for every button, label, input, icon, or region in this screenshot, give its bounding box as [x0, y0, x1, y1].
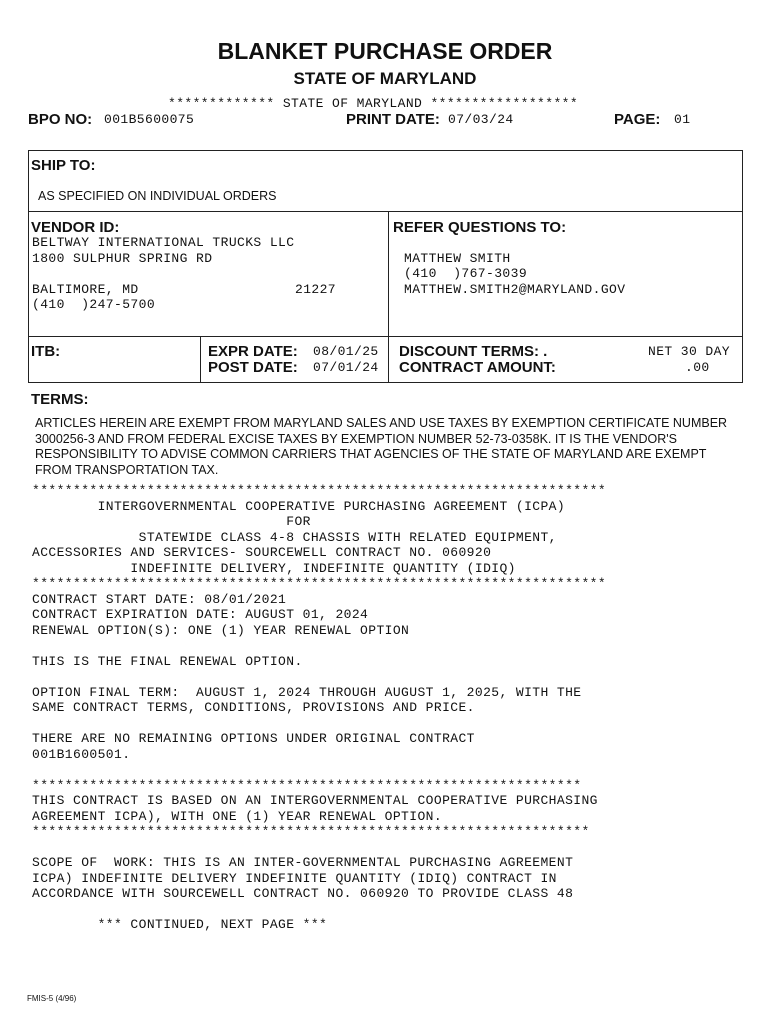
vendor-zip: 21227 [295, 282, 337, 297]
document-subtitle: STATE OF MARYLAND [293, 69, 477, 88]
contract-amount-label: CONTRACT AMOUNT: [399, 359, 556, 376]
vendor-address: 1800 SULPHUR SPRING RD [32, 251, 213, 266]
state-banner: ************* STATE OF MARYLAND ****************** [168, 96, 579, 111]
ship-to-label: SHIP TO: [31, 157, 96, 174]
contract-amount-value: .00 [685, 360, 710, 375]
discount-terms-label: DISCOUNT TERMS: . [399, 343, 548, 360]
contact-name: MATTHEW SMITH [404, 251, 511, 266]
vendor-refer-separator [388, 211, 389, 383]
expr-date-value: 08/01/25 [313, 344, 379, 359]
contact-phone: (410 )767-3039 [404, 266, 528, 281]
form-id: FMIS-5 (4/96) [27, 994, 77, 1003]
print-date-label: PRINT DATE: [346, 111, 440, 128]
terms-text: ARTICLES HEREIN ARE EXEMPT FROM MARYLAND SALES AND USE TAXES BY EXEMPTION CERTIFICATE NUMBER 3000256-3 AND FROM FEDERAL EXCISE TAXES BY EXEMPTION NUMBER 52-73-0358K. IT IS THE VENDOR'S RESPONSIBILITY TO ADVISE COMMON CARRIERS THAT AGENCIES OF THE STATE OF MARYLAND ARE EXEMPT FROM TRANSPORTATION TAX. [35, 416, 728, 477]
vendor-divider [28, 336, 743, 337]
bpo-label: BPO NO: [28, 111, 93, 128]
post-date-label: POST DATE: [208, 359, 298, 376]
document-title: BLANKET PURCHASE ORDER [217, 38, 553, 64]
contact-email: MATTHEW.SMITH2@MARYLAND.GOV [404, 282, 626, 297]
itb-separator [200, 336, 201, 383]
form-box [28, 150, 743, 383]
itb-label: ITB: [31, 343, 61, 360]
vendor-phone: (410 )247-5700 [32, 297, 156, 312]
page-label: PAGE: [614, 111, 661, 128]
terms-label: TERMS: [31, 391, 89, 408]
discount-terms-value: NET 30 DAY [648, 344, 731, 359]
contract-details: ********************************************************************** INTERGOVERNMENTAL COOPERATIVE PURCHASING AGREEMENT (ICPA) FOR STATEWIDE CLASS 4-8 CHASSIS WITH RELATED EQUIPMENT, ACCESSORIES AND SERVICES- SOURCEWELL CONTRACT NO. 060920 INDEFINITE DELIVERY, INDEFINITE QUANTITY (IDIQ) ********************************************************************** CONTRACT START DATE: 08/01/2021 CONTRACT EXPIRATION DATE: AUGUST 01, 2024 RENEWAL OPTION(S): ONE (1) YEAR RENEWAL OPTION THIS IS THE FINAL RENEWAL OPTION. OPTION FINAL TERM: AUGUST 1, 2024 THROUGH AUGUST 1, 2025, WITH THE SAME CONTRACT TERMS, CONDITIONS, PROVISIONS AND PRICE. THERE ARE NO REMAINING OPTIONS UNDER ORIGINAL CONTRACT 001B1600501. ******************************************************************* THIS CONTRACT IS BASED ON AN INTERGOVERNMENTAL COOPERATIVE PURCHASING AGREEMENT ICPA), WITH ONE (1) YEAR RENEWAL OPTION. ******************************************************************** SCOPE OF WORK: THIS IS AN INTER-GOVERNMENTAL PURCHASING AGREEMENT ICPA) INDEFINITE DELIVERY INDEFINITE QUANTITY (IDIQ) CONTRACT IN ACCORDANCE WITH SOURCEWELL CONTRACT NO. 060920 TO PROVIDE CLASS 48 *** CONTINUED, NEXT PAGE *** [32, 483, 607, 932]
vendor-id-label: VENDOR ID: [31, 219, 120, 236]
post-date-value: 07/01/24 [313, 360, 379, 375]
ship-to-value: AS SPECIFIED ON INDIVIDUAL ORDERS [38, 189, 277, 203]
bpo-value: 001B5600075 [104, 112, 195, 127]
page-value: 01 [674, 112, 691, 127]
print-date-value: 07/03/24 [448, 112, 514, 127]
vendor-city-state: BALTIMORE, MD [32, 282, 139, 297]
ship-to-divider [28, 211, 743, 212]
vendor-name: BELTWAY INTERNATIONAL TRUCKS LLC [32, 235, 295, 250]
refer-questions-label: REFER QUESTIONS TO: [393, 219, 567, 236]
expr-date-label: EXPR DATE: [208, 343, 298, 360]
